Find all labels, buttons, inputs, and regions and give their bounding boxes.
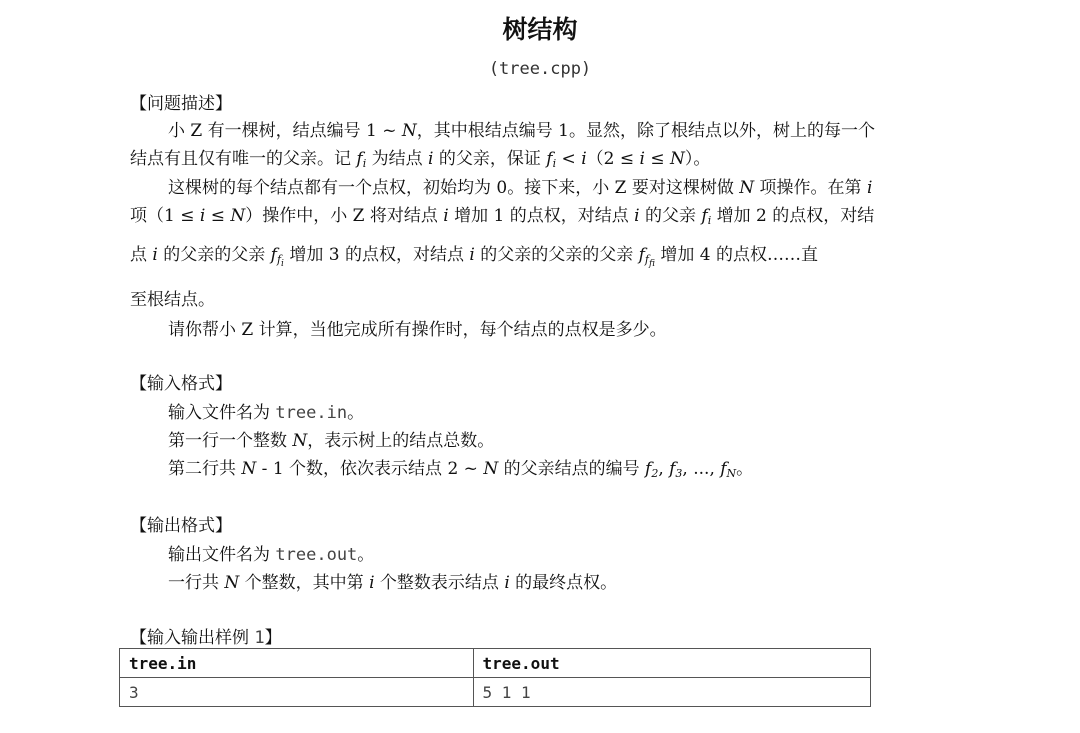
sample-input-header: tree.in	[120, 649, 474, 678]
problem-para3: 请你帮小 Z 计算，当他完成所有操作时，每个结点的点权是多少。	[168, 320, 667, 340]
input-format-line2: 第一行一个整数 N，表示树上的结点总数。	[168, 431, 495, 451]
problem-para2-line2: 项（1 ≤ i ≤ N）操作中，小 Z 将对结点 i 增加 1 的点权，对结点 i 的父亲 $f_i$ 增加 2 的点权，对结	[130, 206, 875, 227]
input-format-line3: 第二行共 N - 1 个数，依次表示结点 2 ~ N 的父亲结点的编号 $f_2$, $f_3$, ..., $f_N$。	[168, 459, 754, 480]
problem-para1-line2: 结点有且仅有唯一的父亲。记 $f_i$ 为结点 i 的父亲，保证 $f_i < i(2 \le i \le N)$。	[130, 149, 711, 170]
output-filename: tree.out	[275, 545, 358, 565]
problem-para2-line3: 点 i 的父亲的父亲 $f_{fi}$ 增加 3 的点权，对结点 i 的父亲的父亲的父亲 $f_{ffi}$ 增加 4 的点权……直	[130, 245, 819, 269]
output-format-line2: 一行共 N 个整数，其中第 i 个整数表示结点 i 的最终点权。	[168, 573, 618, 593]
problem-para1-line1: 小 Z 有一棵树，结点编号 1 ~ N，其中根结点编号 1。显然，除了根结点以外，树上的每一个	[168, 121, 875, 141]
input-format-heading: 【输入格式】	[130, 374, 232, 394]
problem-para2-line4: 至根结点。	[130, 290, 215, 310]
input-format-line1: 输入文件名为 tree.in。	[168, 403, 365, 423]
source-filename: (tree.cpp)	[488, 59, 592, 79]
output-format-heading: 【输出格式】	[130, 516, 232, 536]
input-filename: tree.in	[275, 403, 348, 423]
sample-heading: 【输入输出样例 1】	[130, 628, 282, 648]
table-row	[120, 678, 871, 707]
table-header-row	[120, 649, 871, 678]
sample-io-table	[119, 648, 871, 707]
page-title: 树结构	[502, 15, 578, 44]
sample-output-header: tree.out	[473, 649, 870, 678]
problem-para2-line1: 这棵树的每个结点都有一个点权，初始均为 0。接下来，小 Z 要对这棵树做 N 项操作。在第 i	[168, 178, 873, 198]
output-format-line1: 输出文件名为 tree.out。	[168, 545, 375, 565]
sample-input-value: 3	[120, 678, 474, 707]
problem-heading: 【问题描述】	[130, 94, 232, 114]
sample-output-value: 5 1 1	[473, 678, 870, 707]
